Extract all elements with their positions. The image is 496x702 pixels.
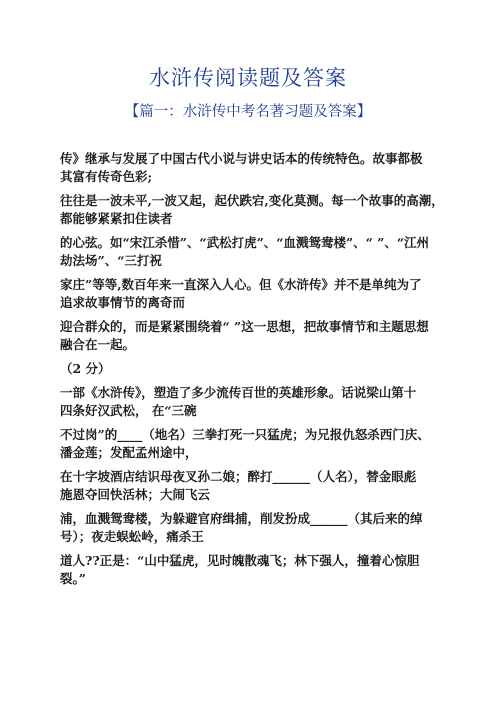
text-line: 裂。” bbox=[60, 571, 86, 586]
text-line: 传》继承与发展了中国古代小说与讲史话本的传统特色。故事都极 bbox=[60, 151, 423, 166]
paragraph-3 bbox=[60, 234, 450, 270]
paragraph-8 bbox=[60, 426, 450, 462]
text-line: 四条好汉武松， 在“三碗 bbox=[60, 403, 197, 418]
paragraph-10 bbox=[60, 510, 450, 546]
paragraph-6 bbox=[60, 360, 450, 378]
paragraph-7 bbox=[60, 384, 450, 420]
text-line: 一部《水浒传》，塑造了多少流传百世的英雄形象。话说梁山第十 bbox=[60, 385, 417, 400]
document-body bbox=[60, 150, 450, 594]
text-line: 潘金莲；发配孟州途中， bbox=[60, 445, 198, 460]
document-title: 水浒传阅读题及答案 bbox=[149, 66, 347, 90]
paragraph-2 bbox=[60, 192, 450, 228]
text-line: 不过岗”的____（地名）三拳打死一只猛虎；为兄报仇怒杀西门庆、 bbox=[60, 427, 430, 442]
paragraph-5 bbox=[60, 318, 450, 354]
paragraph-9 bbox=[60, 468, 450, 504]
text-line: 都能够紧紧扣住读者 bbox=[60, 211, 173, 226]
text-line: 施恩夺回快活林；大闹飞云 bbox=[60, 487, 211, 502]
document-subtitle: 【篇一：水浒传中考名著习题及答案】 bbox=[124, 104, 372, 120]
text-line: 迎合群众的，而是紧紧围绕着“ ”这一思想，把故事情节和主题思想 bbox=[60, 319, 429, 334]
text-line: 融合在一起。 bbox=[60, 337, 136, 352]
paragraph-11 bbox=[60, 552, 450, 588]
text-line: 家庄”等等,数百年来一直深入人心。但《水浒传》并不是单纯为了 bbox=[60, 277, 422, 292]
text-line: 的心弦。如“宋江杀惜”、“武松打虎”、“血溅鸳鸯楼”、“ ”、“江州 bbox=[60, 235, 430, 250]
paragraph-4 bbox=[60, 276, 450, 312]
text-line: 其富有传奇色彩; bbox=[60, 169, 153, 184]
text-line: 追求故事情节的离奇而 bbox=[60, 295, 186, 310]
text-line: 道人??正是：“山中猛虎，见时魄散魂飞；林下强人，撞着心惊胆 bbox=[60, 553, 420, 568]
text-line: （2 分） bbox=[60, 361, 111, 376]
text-line: 在十字坡酒店结识母夜叉孙二娘；醉打______（人名），替金眼彪 bbox=[60, 469, 417, 484]
text-line: 往往是一波未平,一波又起，起伏跌宕,变化莫测。每一个故事的高潮， bbox=[60, 193, 444, 208]
paragraph-1 bbox=[60, 150, 450, 186]
text-line: 浦，血溅鸳鸯楼，为躲避官府缉捕，削发扮成______（其后来的绰 bbox=[60, 511, 423, 526]
text-line: 劫法场”、“三打祝 bbox=[60, 253, 162, 268]
text-line: 号）；夜走蜈蚣岭，痛杀王 bbox=[60, 529, 204, 544]
